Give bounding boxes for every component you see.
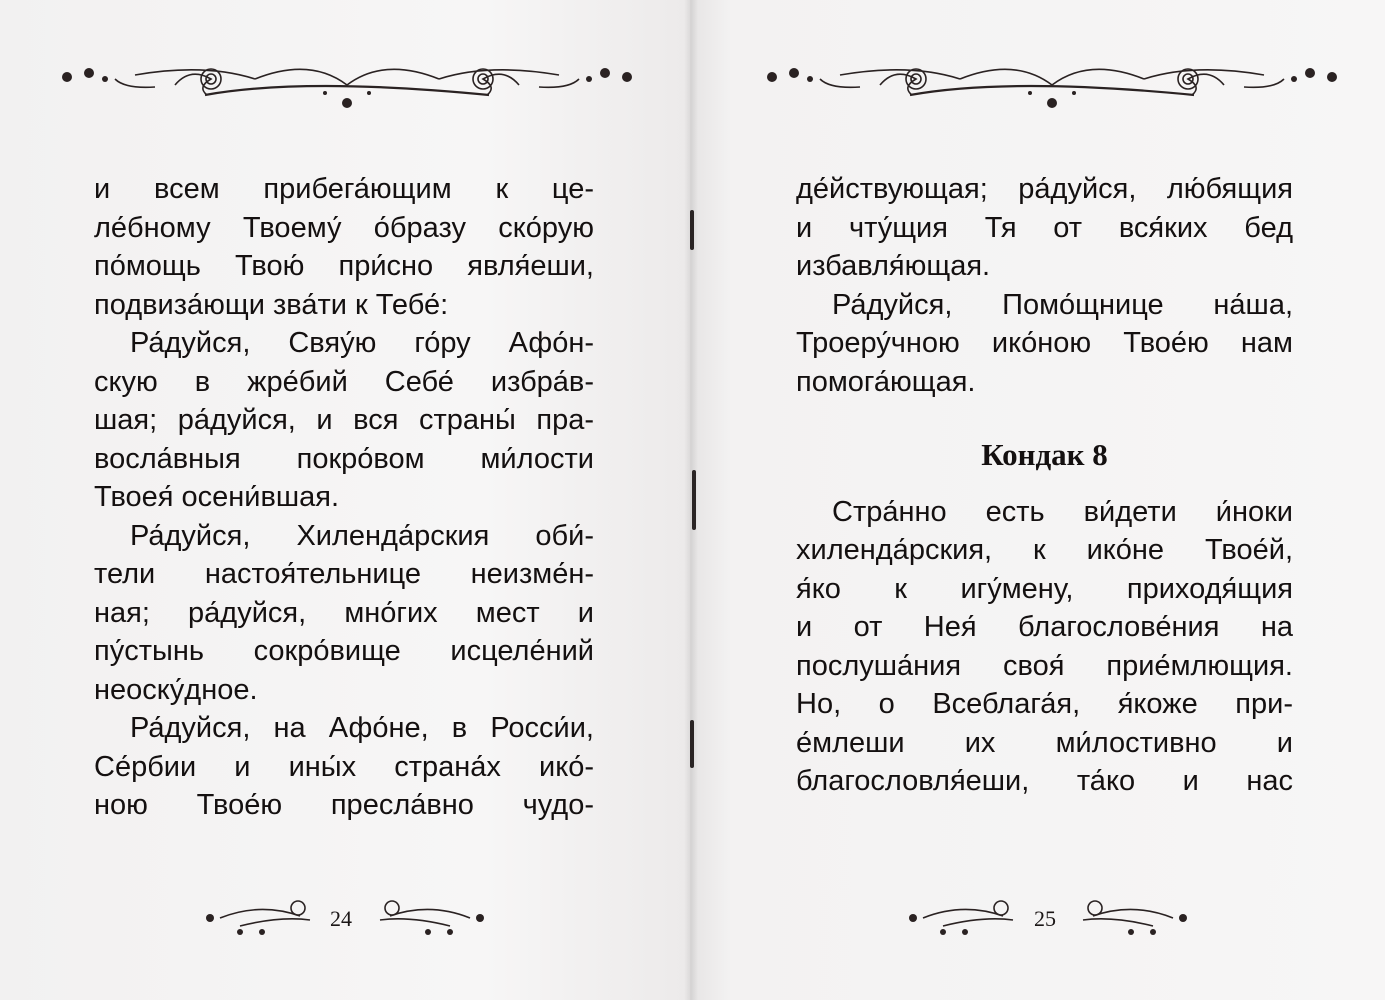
- text-line: ле́бному Твоему́ о́бразу ско́рую: [94, 211, 594, 244]
- text-line: по́мощь Твою́ при́сно явля́еши,: [94, 250, 594, 282]
- text-line: Но, о Всеблага́я, я́коже при-: [796, 688, 1293, 720]
- page-number: 24: [330, 906, 352, 931]
- text-line: Ра́дуйся, Свяу́ю го́ру Афо́н-: [130, 327, 594, 359]
- left-page: [0, 0, 690, 1000]
- text-line: шая; ра́дуйся, и вся страны́ пра-: [94, 404, 594, 436]
- text-line: восла́вныя покро́вом ми́лости: [94, 442, 594, 475]
- section-heading: Кондак 8: [981, 437, 1108, 472]
- text-line: и чту́щия Тя от вся́ких бед: [796, 211, 1293, 244]
- left-page-text: [94, 170, 594, 825]
- text-line: послуша́ния своя́ прие́млющия.: [796, 649, 1293, 682]
- text-line: ною Твое́ю пресла́вно чудо-: [94, 789, 594, 821]
- text-line: хиленда́рския, к ико́не Твое́й,: [796, 534, 1293, 566]
- text-line: Ра́дуйся, Хиленда́рския оби́-: [130, 519, 594, 552]
- text-line: подвиза́ющи зва́ти к Тебе́:: [94, 288, 449, 321]
- text-line: скую в жре́бий Себе́ избра́в-: [94, 365, 594, 398]
- binding-staple: [690, 720, 694, 768]
- text-line: и от Нея́ благослове́ния на: [796, 611, 1293, 643]
- text-line: я́ко к игу́мену, приходя́щия: [796, 572, 1293, 605]
- text-line: де́йствующая; ра́дуйся, лю́бящия: [796, 173, 1293, 205]
- binding-staple: [690, 210, 694, 250]
- text-line: Стра́нно есть ви́дети и́ноки: [832, 495, 1293, 528]
- right-page-text: [796, 170, 1293, 801]
- text-line: помога́ющая.: [796, 365, 976, 398]
- text-line: Ра́дуйся, Помо́щнице на́ша,: [832, 288, 1293, 321]
- header-ornament-right: [760, 55, 1344, 115]
- text-line: пу́стынь сокро́вище исцеле́ний: [94, 635, 594, 667]
- text-line: неоску́дное.: [94, 673, 258, 706]
- text-line: ная; ра́дуйся, мно́гих мест и: [94, 596, 594, 629]
- header-ornament-left: [55, 55, 639, 115]
- page-number: 25: [1034, 906, 1056, 931]
- binding-staple: [692, 470, 696, 530]
- text-line: е́млеши их ми́лостивно и: [796, 726, 1293, 759]
- text-line: благословля́еши, та́ко и нас: [796, 765, 1293, 797]
- text-line: Се́рбии и ины́х страна́х ико́-: [94, 750, 594, 783]
- text-line: Твоея́ осени́вшая.: [94, 481, 340, 513]
- text-line: избавля́ющая.: [796, 250, 991, 282]
- text-line: Ра́дуйся, на Афо́не, в Росси́и,: [130, 712, 594, 744]
- text-line: Троеру́чною ико́ною Твое́ю нам: [796, 327, 1293, 359]
- text-line: тели настоя́тельнице неизме́н-: [94, 558, 594, 590]
- text-line: и всем прибега́ющим к це-: [94, 173, 594, 205]
